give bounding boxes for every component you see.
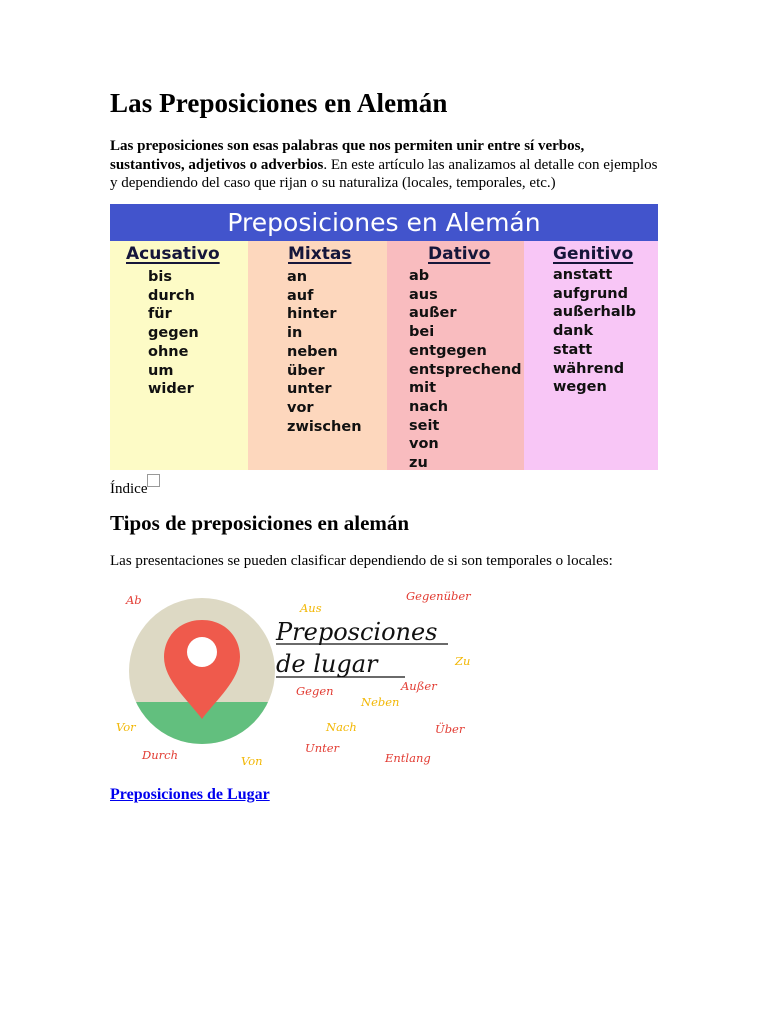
list-item: über: [287, 362, 325, 379]
indice-label: Índice: [110, 481, 148, 497]
list-item: aufgrund: [553, 285, 628, 302]
word-gegenueber: Gegenüber: [406, 589, 471, 603]
list-item: anstatt: [553, 267, 613, 283]
lugar-illustration: [110, 584, 490, 774]
list-item: während: [553, 360, 625, 377]
column-heading-acusativo: Acusativo: [126, 244, 220, 264]
checkbox-icon[interactable]: [147, 474, 160, 487]
prepositions-table-image: [110, 204, 658, 470]
list-item: durch: [148, 287, 195, 304]
word-entlang: Entlang: [385, 751, 431, 765]
word-ueber: Über: [435, 722, 465, 736]
section-heading: Tipos de preposiciones en alemán: [110, 511, 410, 535]
column-heading-mixtas: Mixtas: [288, 244, 352, 264]
list-item: in: [287, 325, 303, 342]
column-genitivo: [524, 241, 658, 470]
word-ausser: Außer: [401, 679, 437, 693]
word-durch: Durch: [142, 748, 178, 762]
list-item: vor: [287, 399, 314, 416]
word-von: Von: [241, 754, 263, 768]
list-item: mit: [409, 380, 437, 397]
dativo-list: [409, 267, 522, 473]
indice-toggle[interactable]: [110, 474, 160, 498]
list-item: entgegen: [409, 342, 487, 359]
list-item: statt: [553, 341, 593, 358]
list-item: zu: [409, 455, 428, 472]
intro-bold-text: Las preposiciones son esas palabras que nos permiten unir entre sí verbos, sustantivos, adjetivos o adverbios: [110, 138, 585, 173]
list-item: bei: [409, 324, 435, 341]
list-item: hinter: [287, 306, 337, 323]
list-item: ab: [409, 268, 430, 284]
list-item: um: [148, 362, 174, 379]
word-unter: Unter: [305, 741, 340, 755]
list-item: außer: [409, 305, 457, 322]
lugar-title-line2: de lugar: [276, 650, 378, 678]
genitivo-list: [553, 266, 636, 397]
list-item: für: [148, 306, 172, 323]
list-item: nach: [409, 398, 449, 415]
list-item: bis: [148, 269, 172, 285]
page-title: Las Preposiciones en Alemán: [110, 88, 448, 118]
list-item: wegen: [553, 379, 607, 396]
word-gegen: Gegen: [296, 684, 334, 698]
intro-paragraph: [110, 137, 658, 193]
list-item: seit: [409, 417, 440, 434]
list-item: wider: [148, 381, 194, 398]
word-ab: Ab: [126, 593, 142, 607]
list-item: an: [287, 269, 308, 285]
column-heading-genitivo: Genitivo: [553, 244, 634, 264]
preposiciones-de-lugar-link[interactable]: Preposiciones de Lugar: [110, 786, 270, 803]
column-mixtas: [248, 241, 387, 470]
column-heading-dativo: Dativo: [428, 244, 491, 264]
list-item: ohne: [148, 343, 189, 360]
list-item: aus: [409, 286, 438, 303]
list-item: gegen: [148, 325, 199, 342]
mixtas-list: [287, 268, 362, 436]
column-dativo: [387, 241, 524, 470]
acusativo-list: [148, 268, 199, 399]
list-item: neben: [287, 343, 338, 360]
word-zu: Zu: [455, 654, 471, 668]
word-vor: Vor: [116, 720, 136, 734]
list-item: dank: [553, 323, 594, 340]
map-pin-hole: [187, 637, 217, 667]
list-item: außerhalb: [553, 304, 636, 321]
list-item: von: [409, 436, 439, 453]
list-item: zwischen: [287, 418, 362, 435]
list-item: entsprechend: [409, 361, 522, 378]
section-text: Las presentaciones se pueden clasificar dependiendo de si son temporales o locales:: [110, 553, 613, 569]
preposiciones-de-lugar-image: [110, 584, 490, 774]
column-acusativo: [110, 241, 248, 470]
prepositions-table-title: Preposiciones en Alemán: [110, 204, 658, 241]
lugar-title-line1: Preposciones: [276, 618, 438, 646]
word-nach: Nach: [326, 720, 357, 734]
word-neben: Neben: [361, 695, 400, 709]
word-aus: Aus: [300, 601, 322, 615]
list-item: auf: [287, 287, 314, 304]
intro-text: . En este artículo las analizamos al detalle con ejemplos y dependiendo del caso que rijan o su naturaliza (locales, temporales, etc.): [110, 156, 658, 191]
list-item: unter: [287, 381, 332, 398]
